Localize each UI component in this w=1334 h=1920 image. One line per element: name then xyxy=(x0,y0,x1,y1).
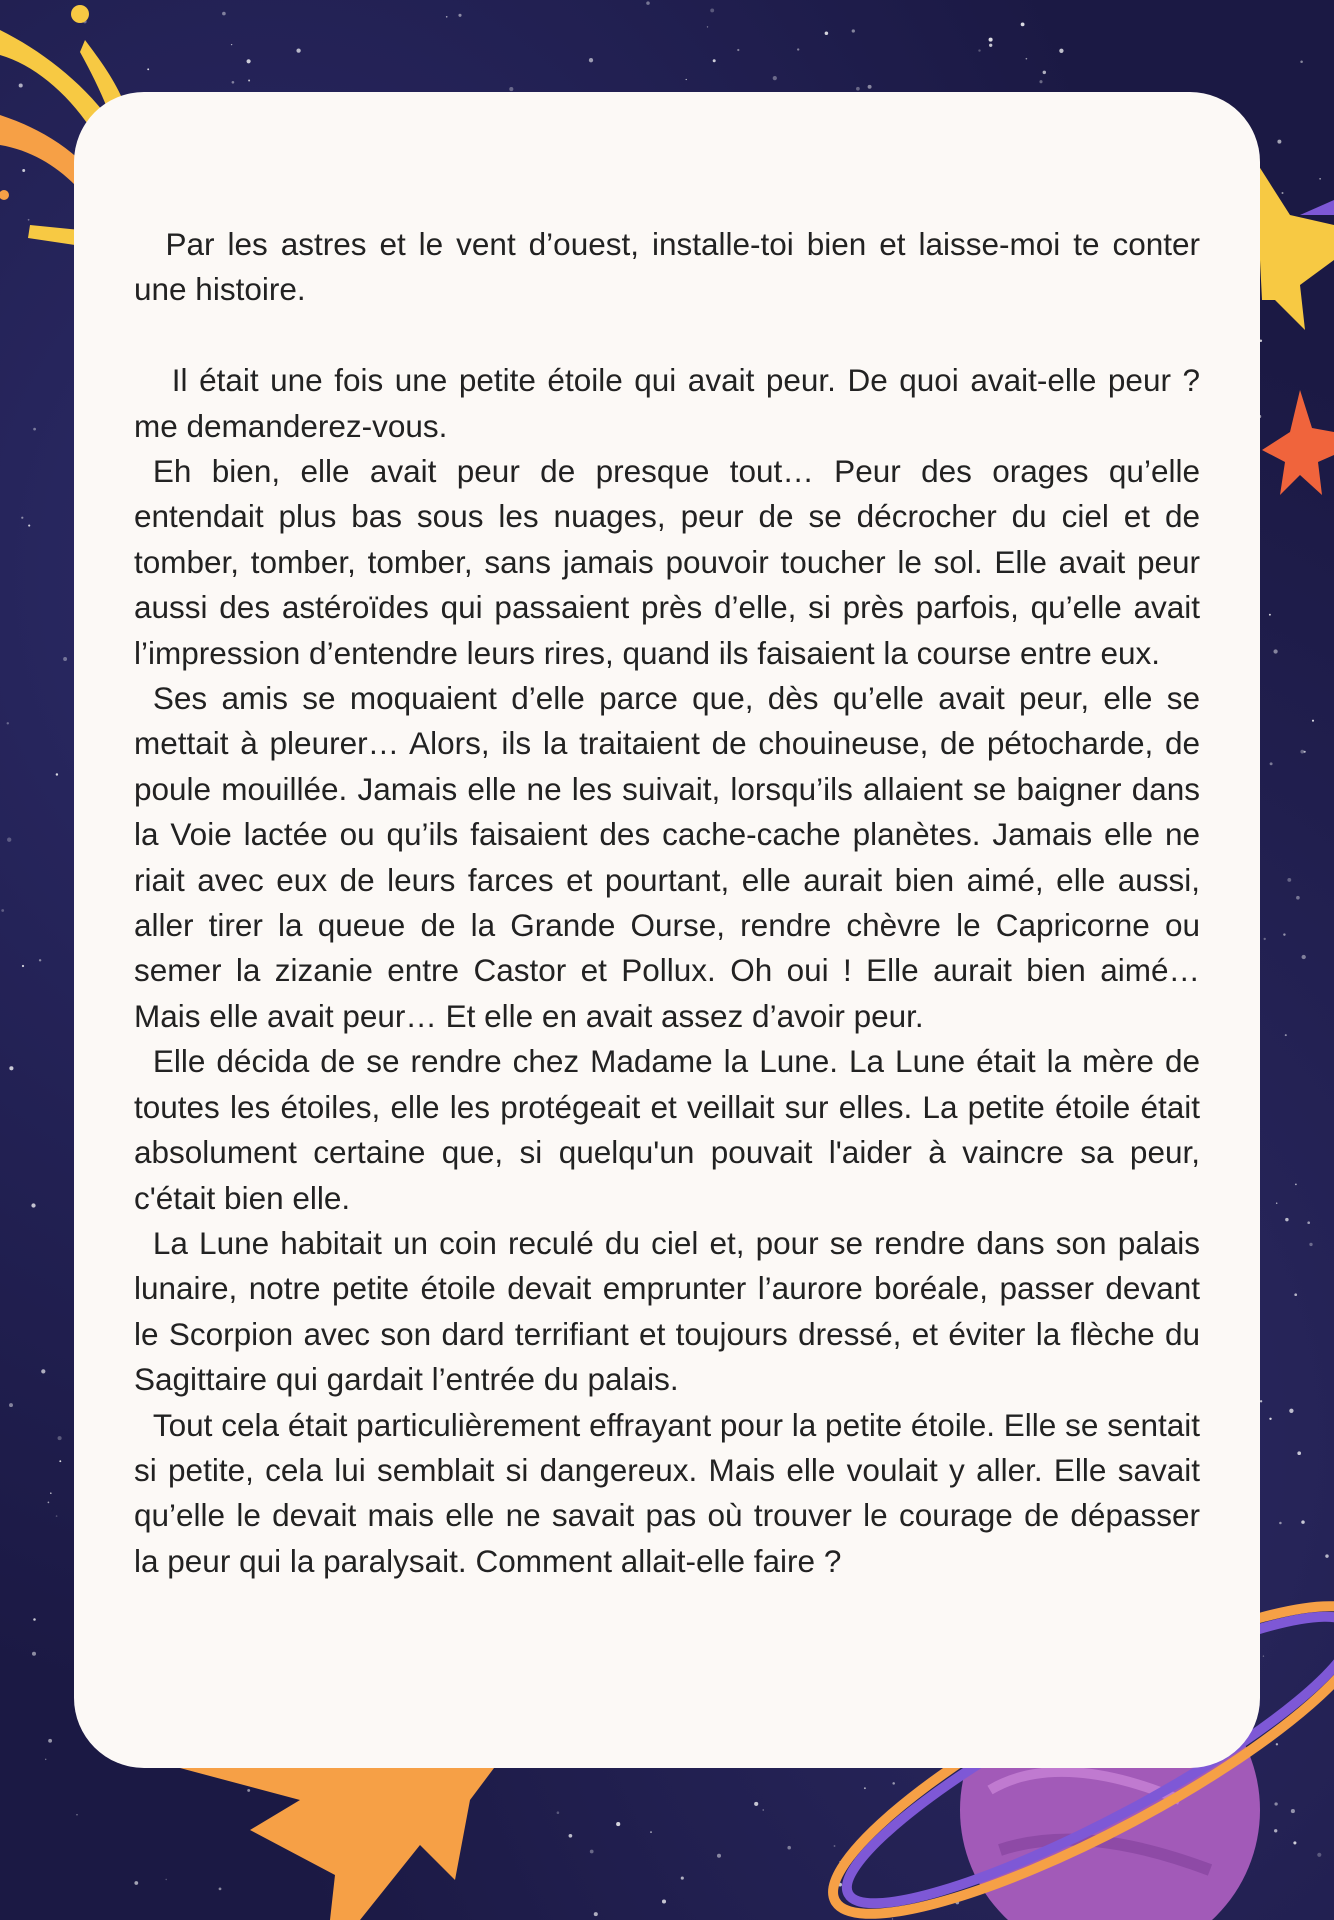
story-paragraph: Tout cela était particulièrement effrayant pour la petite étoile. Elle se sentait si petite, cela lui semblait si dangereux. Mais elle voulait y aller. Elle savait qu’elle le devait mais elle ne savait pas où trouver le courage de dépasser la peur qui la paralysait. Comment allait-elle faire ? xyxy=(134,1406,1200,1579)
star-icon xyxy=(150,1760,500,1920)
story-text xyxy=(134,222,1200,1584)
story-paragraph: Elle décida de se rendre chez Madame la Lune. La Lune était la mère de toutes les étoiles, elle les protégeait et veillait sur elles. La petite étoile était absolument certaine que, si quelqu'un pouvait l'aider à vaincre sa peur, c'était bien elle. xyxy=(134,1043,1200,1216)
story-card xyxy=(74,92,1260,1768)
star-icon xyxy=(1255,160,1334,330)
story-paragraph: Ses amis se moquaient d’elle parce que, dès qu’elle avait peur, elle se mettait à pleurer… Alors, ils la traitaient de chouineuse, de pétocharde, de poule mouillée. Jamais elle ne les suivait, lorsqu’ils allaient se baigner dans la Voie lactée ou qu’ils faisaient des cache-cache planètes. Jamais elle ne riait avec eux de leurs farces et pourtant, elle aurait bien aimé, elle aussi, aller tirer la queue de la Grande Ourse, rendre chèvre le Capricorne ou semer la zizanie entre Castor et Pollux. Oh oui ! Elle aurait bien aimé… Mais elle avait peur… Et elle en avait assez d’avoir peur. xyxy=(134,680,1200,1034)
story-paragraph: Eh bien, elle avait peur de presque tout… Peur des orages qu’elle entendait plus bas sous les nuages, peur de se décrocher du ciel et de tomber, tomber, tomber, sans jamais pouvoir toucher le sol. Elle avait peur aussi des astéroïdes qui passaient près d’elle, si près parfois, qu’elle avait l’impression d’entendre leurs rires, quand ils faisaient la course entre eux. xyxy=(134,453,1200,671)
story-paragraph: La Lune habitait un coin reculé du ciel et, pour se rendre dans son palais lunaire, notre petite étoile devait emprunter l’aurore boréale, passer devant le Scorpion avec son dard terrifiant et toujours dressé, et éviter la flèche du Sagittaire qui gardait l’entrée du palais. xyxy=(134,1224,1200,1398)
story-paragraph: Il était une fois une petite étoile qui avait peur. De quoi avait-elle peur ? me demanderez-vous. xyxy=(134,362,1200,444)
story-paragraph: Par les astres et le vent d’ouest, installe-toi bien et laisse-moi te conter une histoire. xyxy=(134,226,1200,308)
star-icon xyxy=(1262,390,1334,495)
